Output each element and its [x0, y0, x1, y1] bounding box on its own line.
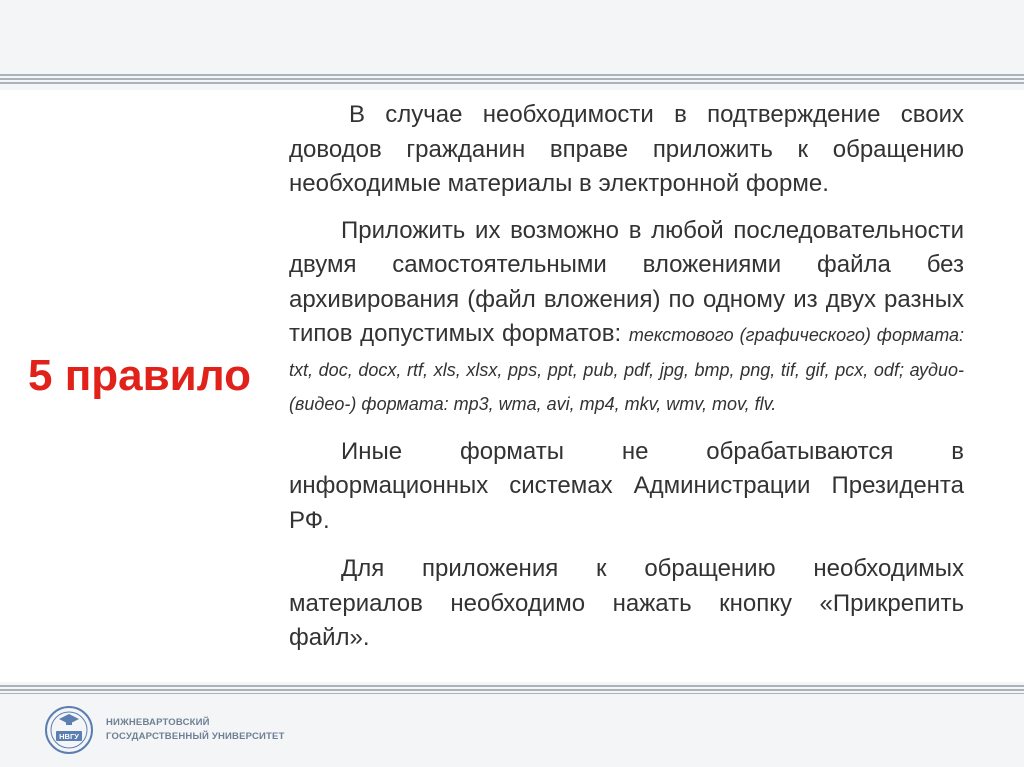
slide-title: 5 правило	[28, 351, 251, 400]
slide-text	[289, 98, 964, 670]
paragraph-3: Иные форматы не обрабатываются в информационных системах Администрации Президента РФ.	[289, 437, 964, 534]
university-name-line-2: ГОСУДАРСТВЕННЫЙ УНИВЕРСИТЕТ	[106, 731, 285, 742]
paragraph-4: Для приложения к обращению необходимых материалов необходимо нажать кнопку «Прикрепить файл».	[289, 555, 964, 651]
formats-list: текстового (графического) формата: txt, doc, docx, rtf, xls, xlsx, pps, ppt, pub, pdf, jpg, bmp, png, tif, gif, pcx, odf; аудио- (видео-) формата: mp3, wma, avi, mp4, mkv, wmv, mov, flv.	[289, 325, 964, 414]
university-name-line-1: НИЖНЕВАРТОВСКИЙ	[106, 717, 210, 728]
slide-content	[0, 90, 1024, 682]
header-divider	[0, 74, 1024, 86]
university-logo-icon	[44, 705, 94, 755]
paragraph-2	[289, 214, 964, 421]
paragraph-2-main: Приложить их возможно в любой последовательности двумя самостоятельными вложениями файла без архивирования (файл вложения) по одному из двух разных типов допустимых форматов:	[289, 216, 964, 347]
logo-text: НВГУ	[59, 732, 79, 741]
header-band	[0, 0, 1024, 76]
university-name	[106, 716, 285, 744]
paragraph-1: В случае необходимости в подтверждение своих доводов гражданин вправе приложить к обращению необходимые материалы в электронной форме.	[289, 101, 964, 197]
